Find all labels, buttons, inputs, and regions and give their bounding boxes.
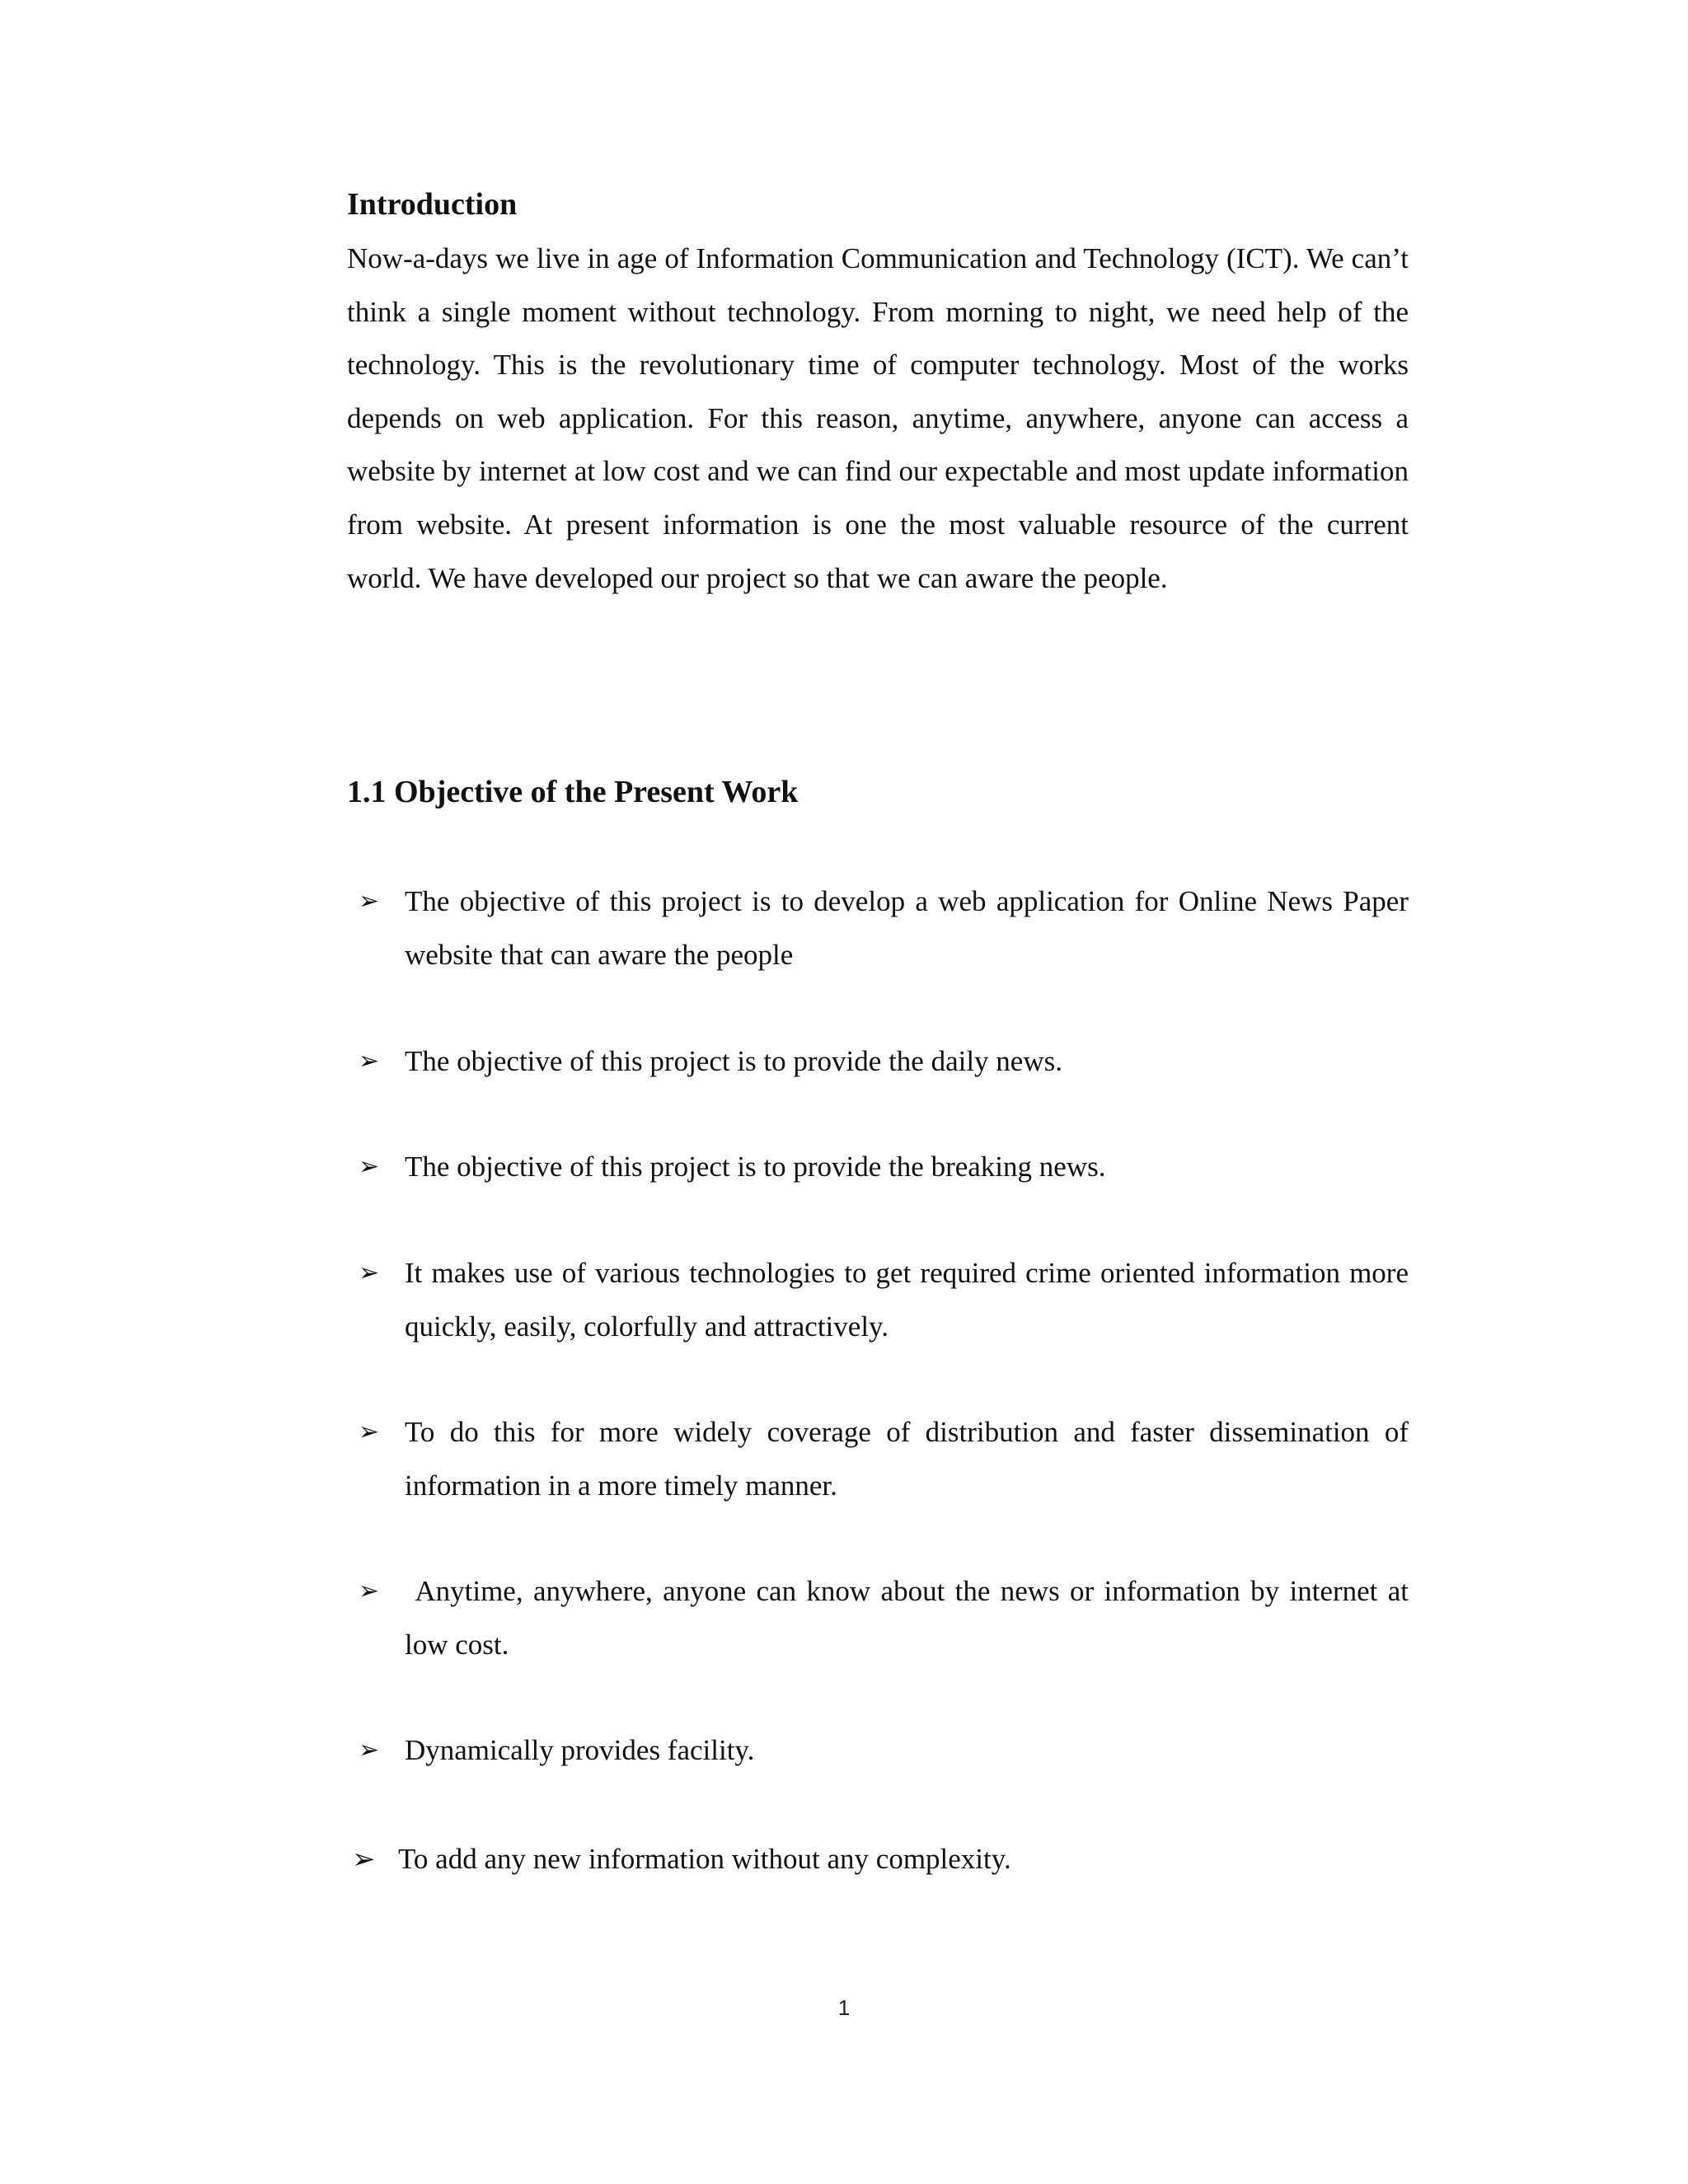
objective-text: The objective of this project is to provide the daily news. bbox=[405, 1045, 1062, 1077]
introduction-paragraph: Now-a-days we live in age of Information Communication and Technology (ICT). We can’t think a single moment without technology. From morning to night, we need help of the technology. This is the revolutionary time of computer technology. Most of the works depends on web application. For this reason, anytime, anywhere, anyone can access a website by internet at low cost and we can find our expectable and most update information from website. At present information is one the most valuable resource of the current world. We have developed our project so that we can aware the people. bbox=[347, 242, 1409, 594]
introduction-heading: Introduction bbox=[347, 187, 518, 222]
objective-text: Dynamically provides facility. bbox=[405, 1734, 755, 1766]
objective-text: It makes use of various technologies to get required crime oriented information more quickly, easily, colorfully and attractively. bbox=[405, 1257, 1409, 1343]
list-item bbox=[347, 1565, 1416, 1671]
arrow-bullet-icon: ➢ bbox=[359, 1047, 380, 1076]
objective-text: Anytime, anywhere, anyone can know about the news or information by internet at low cost. bbox=[405, 1575, 1416, 1661]
objective-text: The objective of this project is to provide the breaking news. bbox=[405, 1151, 1106, 1183]
list-item bbox=[347, 1141, 1409, 1194]
objective-text: To add any new information without any complexity. bbox=[398, 1843, 1011, 1875]
arrow-bullet-icon: ➢ bbox=[352, 1843, 376, 1876]
arrow-bullet-icon: ➢ bbox=[359, 887, 380, 916]
list-item bbox=[347, 1406, 1409, 1512]
arrow-bullet-icon: ➢ bbox=[359, 1152, 380, 1181]
list-item bbox=[347, 1724, 1409, 1778]
arrow-bullet-icon: ➢ bbox=[359, 1418, 380, 1446]
objective-text: To do this for more widely coverage of distribution and faster dissemination of information in a more timely manner. bbox=[405, 1416, 1409, 1502]
arrow-bullet-icon: ➢ bbox=[359, 1577, 380, 1605]
objective-heading: 1.1 Objective of the Present Work bbox=[347, 775, 799, 809]
list-item bbox=[347, 1247, 1409, 1353]
page-number: 1 bbox=[837, 1995, 851, 2020]
list-item bbox=[347, 875, 1409, 982]
objective-text: The objective of this project is to develop a web application for Online News Paper website that can aware the people bbox=[405, 885, 1409, 971]
arrow-bullet-icon: ➢ bbox=[359, 1736, 380, 1765]
list-item bbox=[347, 1035, 1409, 1089]
list-item bbox=[347, 1833, 1409, 1886]
arrow-bullet-icon: ➢ bbox=[359, 1258, 380, 1287]
